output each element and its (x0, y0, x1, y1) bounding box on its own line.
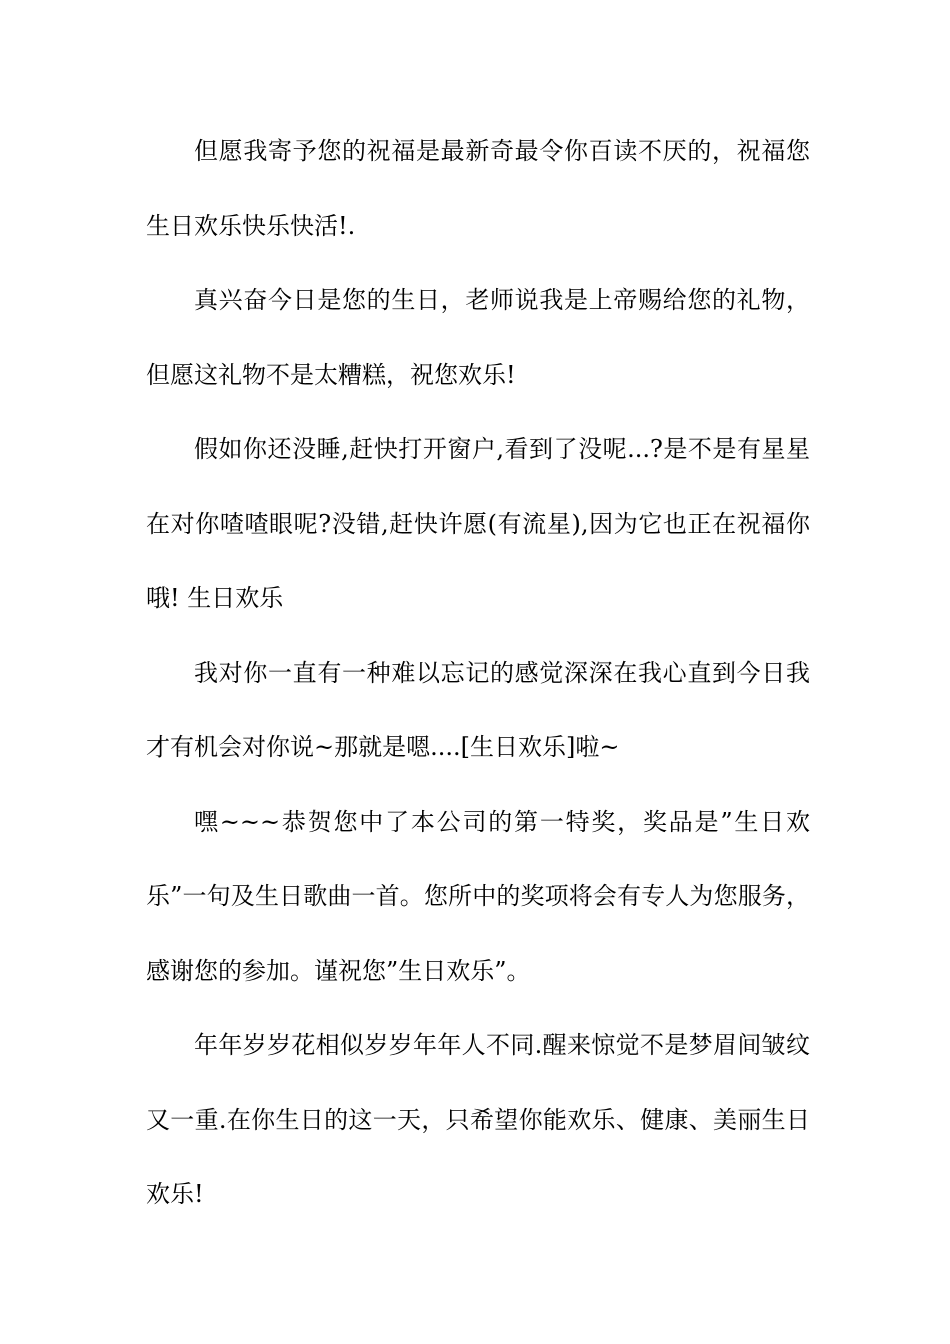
paragraph-2: 真兴奋今日是您的生日，老师说我是上帝赐给您的礼物，但愿这礼物不是太糟糕，祝您欢乐! (146, 286, 810, 389)
paragraph-6: 年年岁岁花相似岁岁年年人不同.醒来惊觉不是梦眉间皱纹又一重.在你生日的这一天，只希望你能欢乐、健康、美丽生日欢乐! (146, 1031, 810, 1208)
paragraph-5: 嘿~~~恭贺您中了本公司的第一特奖，奖品是”生日欢乐”一句及生日歌曲一首。您所中的奖项将会有专人为您服务，感谢您的参加。谨祝您”生日欢乐”。 (146, 807, 810, 985)
document-body (146, 114, 810, 1232)
paragraph-4: 我对你一直有一种难以忘记的感觉深深在我心直到今日我才有机会对你说~那就是嗯....[生日欢乐]啦~ (146, 658, 810, 761)
paragraph-3: 假如你还没睡,赶快打开窗户,看到了没呢...?是不是有星星在对你喳喳眼呢?没错,赶快许愿(有流星),因为它也正在祝福你哦! 生日欢乐 (146, 435, 810, 612)
paragraph-1: 但愿我寄予您的祝福是最新奇最令你百读不厌的，祝福您生日欢乐快乐快活!. (146, 137, 810, 240)
